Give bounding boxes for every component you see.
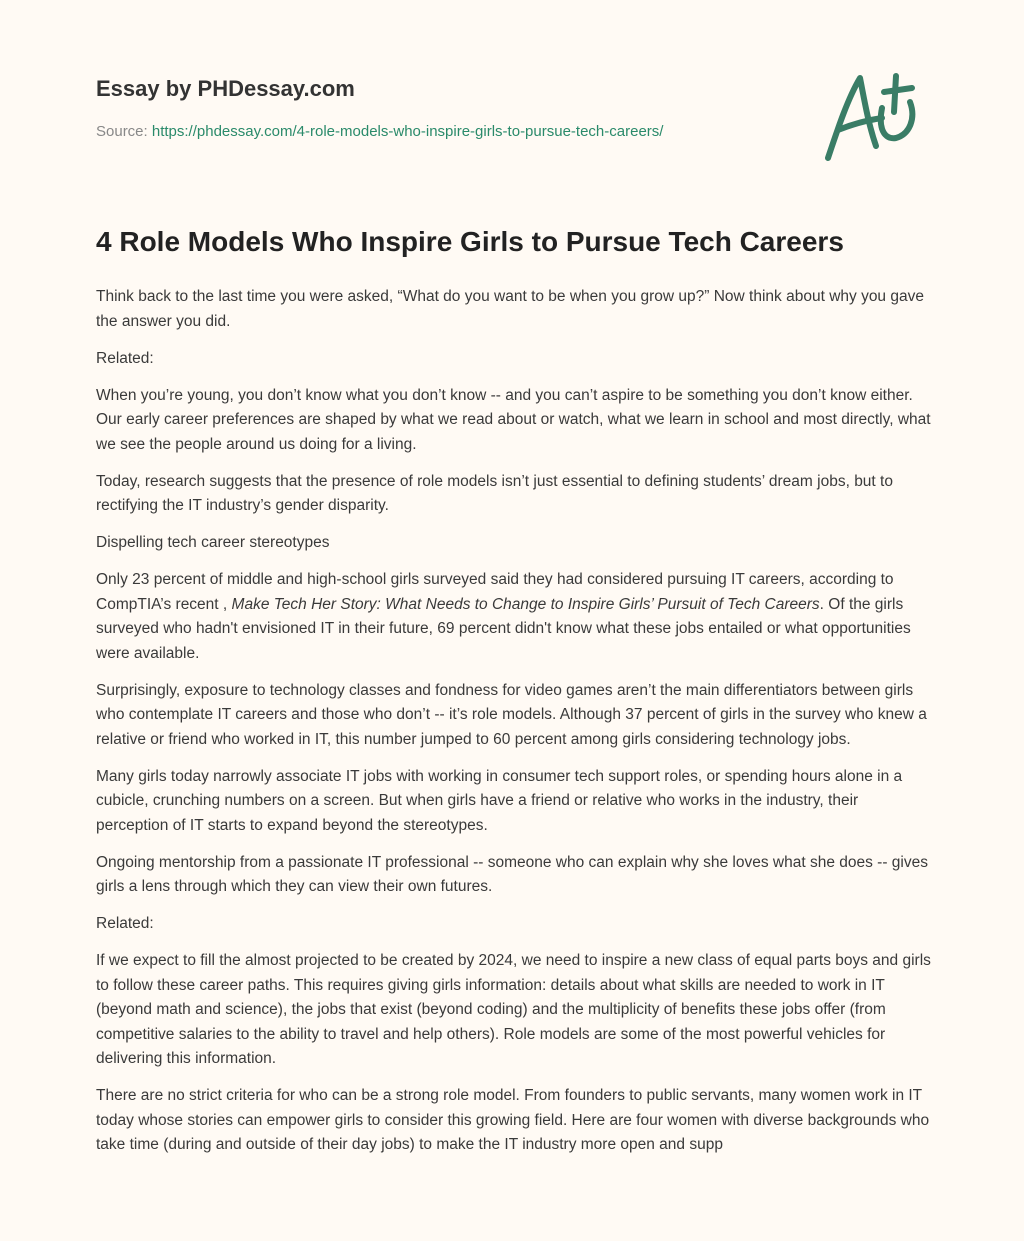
paragraph: Many girls today narrowly associate IT jobs with working in consumer tech support roles, or spending hours alone in a cubicle, crunching numbers on a screen. But when girls have a friend or relative who works in the industry, their perception of IT starts to expand beyond the stereotypes.: [96, 767, 903, 834]
paragraph: There are no strict criteria for who can be a strong role model. From founders to public servants, many women work in IT today whose stories can empower girls to consider this growing field. Here are four women with diverse backgrounds who take time (during and outside of their day jobs) to make the IT industry more open and supp: [96, 1087, 930, 1153]
essay-title: 4 Role Models Who Inspire Girls to Pursue Tech Careers: [96, 226, 844, 257]
brand-title: Essay by PHDessay.com: [96, 76, 355, 101]
paragraph: Surprisingly, exposure to technology classes and fondness for video games aren’t the main differentiators between girls who contemplate IT careers and those who don’t -- it’s role models. Although 37 percent of girls in the survey who knew a relative or friend who worked in IT, this number jumped to 60 percent among girls considering technology jobs.: [96, 681, 927, 748]
paragraph: Think back to the last time you were asked, “What do you want to be when you grow up?” Now think about why you gave the answer you did.: [96, 288, 924, 330]
essay-body: [96, 285, 932, 1170]
text: . Of the girls surveyed who hadn't envisioned IT in their future, 69 percent didn't know what these jobs entailed or what opportunities were available.: [96, 595, 911, 662]
a-plus-logo-icon: [818, 68, 928, 168]
paragraph: If we expect to fill the almost projected to be created by 2024, we need to inspire a new class of equal parts boys and girls to follow these career paths. This requires giving girls information: details about what skills are needed to work in IT (beyond math and science), the jobs that exist (beyond coding) and the multiplicity of benefits these jobs offer (from competitive salaries to the ability to travel and help others). Role models are some of the most powerful vehicles for delivering this information.: [96, 952, 931, 1067]
source-link[interactable]: https://phdessay.com/4-role-models-who-inspire-girls-to-pursue-tech-careers/: [151, 123, 664, 140]
source-line: [96, 123, 663, 140]
paragraph: [96, 568, 932, 666]
source-label: Source:: [96, 123, 148, 140]
paragraph: Ongoing mentorship from a passionate IT professional -- someone who can explain why she loves what she does -- gives girls a lens through which they can view their own futures.: [96, 853, 928, 895]
paragraph: Today, research suggests that the presence of role models isn’t just essential to defining students’ dream jobs, but to rectifying the IT industry’s gender disparity.: [96, 472, 893, 514]
related-label: Related:: [96, 915, 154, 932]
paragraph: When you’re young, you don’t know what you don’t know -- and you can’t aspire to be something you don’t know either. Our early career preferences are shaped by what we read about or watch, what we learn in school and most directly, what we see the people around us doing for a living.: [96, 386, 931, 453]
section-heading: Dispelling tech career stereotypes: [96, 534, 330, 551]
report-title: Make Tech Her Story: What Needs to Change to Inspire Girls’ Pursuit of Tech Careers: [231, 595, 820, 613]
related-label: Related:: [96, 349, 154, 367]
text: Only 23 percent of middle and high-school girls surveyed said they had considered pursuing IT careers, according to CompTIA’s recent ,: [96, 571, 894, 613]
